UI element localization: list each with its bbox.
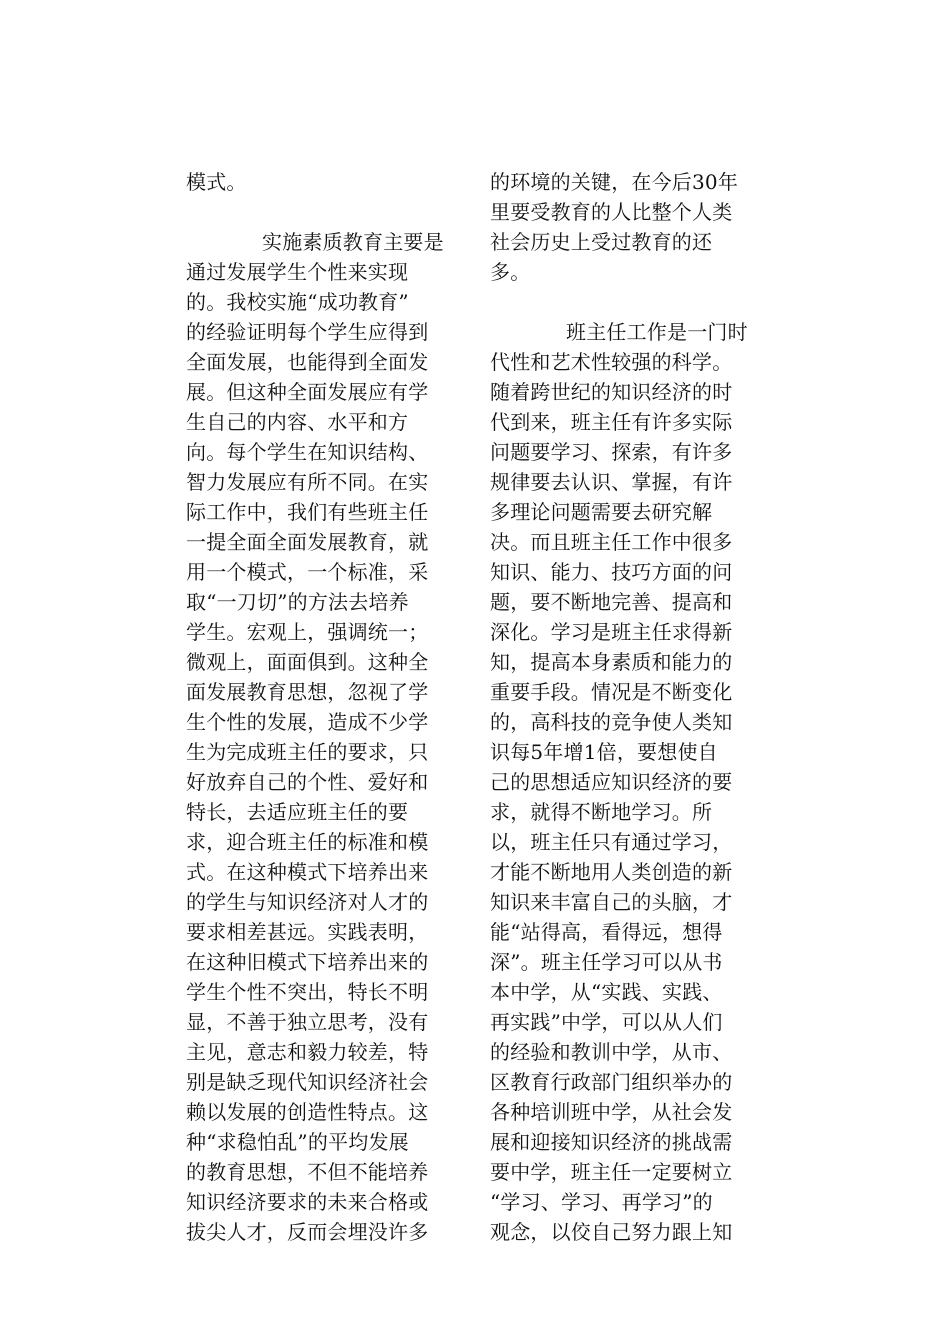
right-text-column (490, 167, 765, 1247)
text-line: 展和迎接知识经济的挑战需 (490, 1130, 733, 1154)
text-line: 的经验和教训中学，从市、 (490, 1040, 733, 1064)
text-line: 别是缺乏现代知识经济社会 (186, 1070, 429, 1094)
text-line: 求，迎合班主任的标准和模 (186, 830, 429, 854)
text-line: 代到来，班主任有许多实际 (490, 410, 733, 434)
text-line: 知识经济要求的未来合格或 (186, 1190, 429, 1214)
text-line: 微观上，面面俱到。这种全 (186, 650, 429, 674)
text-line: 里要受教育的人比整个人类 (490, 200, 733, 224)
text-line: 代性和艺术性较强的科学。 (490, 350, 733, 374)
text-line: 规律要去认识、掌握，有许 (490, 470, 733, 494)
text-line: 学生。宏观上，强调统一； (186, 620, 429, 644)
paragraph-gap (186, 197, 451, 227)
text-line: 智力发展应有所不同。在实 (186, 470, 429, 494)
text-line: “学习、学习、再学习”的 (490, 1190, 713, 1214)
text-line: 识每5年增1倍，要想使自 (490, 740, 718, 764)
text-line: 面发展教育思想，忽视了学 (186, 680, 429, 704)
text-line: 的经验证明每个学生应得到 (186, 320, 429, 344)
text-line: 能“站得高，看得远，想得 (490, 920, 723, 944)
text-line: 实施素质教育主要是 (262, 230, 444, 254)
text-line: 的学生与知识经济对人才的 (186, 890, 429, 914)
text-line: 要求相差甚远。实践表明， (186, 920, 429, 944)
left-text-column (186, 167, 451, 1247)
text-line: 主见，意志和毅力较差，特 (186, 1040, 429, 1064)
text-line: 在这种旧模式下培养出来的 (186, 950, 429, 974)
text-line: 各种培训班中学，从社会发 (490, 1100, 733, 1124)
text-line: 的教育思想，不但不能培养 (186, 1160, 429, 1184)
text-line: 本中学，从“实践、实践、 (490, 980, 723, 1004)
text-line: 重要手段。情况是不断变化 (490, 680, 733, 704)
text-line: 特长，去适应班主任的要 (186, 800, 409, 824)
text-line: 际工作中，我们有些班主任 (186, 500, 429, 524)
text-line: 社会历史上受过教育的还 (490, 230, 713, 254)
text-line: 生个性的发展，造成不少学 (186, 710, 429, 734)
text-line: 用一个模式，一个标准，采 (186, 560, 429, 584)
text-line: 班主任工作是一门时 (566, 320, 748, 344)
text-line: 知识来丰富自己的头脑，才 (490, 890, 733, 914)
text-line: 题，要不断地完善、提高和 (490, 590, 733, 614)
text-line: 观念，以佼自己努力跟上知 (490, 1220, 733, 1244)
text-line: 通过发展学生个性来实现 (186, 260, 409, 284)
text-line: 赖以发展的创造性特点。这 (186, 1100, 429, 1124)
text-line: 取“一刀切”的方法去培养 (186, 590, 409, 614)
text-line: 的。我校实施“成功教育” (186, 290, 409, 314)
text-line: 己的思想适应知识经济的要 (490, 770, 733, 794)
text-line: 要中学，班主任一定要树立 (490, 1160, 733, 1184)
text-line: 知，提高本身素质和能力的 (490, 650, 733, 674)
text-line: 展。但这种全面发展应有学 (186, 380, 429, 404)
text-line: 全面发展，也能得到全面发 (186, 350, 429, 374)
text-line: 学生个性不突出，特长不明 (186, 980, 429, 1004)
text-line: 随着跨世纪的知识经济的时 (490, 380, 733, 404)
text-line: 区教育行政部门组织举办的 (490, 1070, 733, 1094)
text-line: 向。每个学生在知识结构、 (186, 440, 429, 464)
text-line: 多。 (490, 260, 531, 284)
text-line: 种“求稳怕乱”的平均发展 (186, 1130, 409, 1154)
text-line: 决。而且班主任工作中很多 (490, 530, 733, 554)
text-line: 一提全面全面发展教育，就 (186, 530, 429, 554)
text-line: 生自己的内容、水平和方 (186, 410, 409, 434)
text-line: 多理论问题需要去研究解 (490, 500, 713, 524)
text-line: 生为完成班主任的要求，只 (186, 740, 429, 764)
paragraph-gap (490, 287, 765, 317)
text-line: 再实践”中学，可以从人们 (490, 1010, 723, 1034)
text-line: 以，班主任只有通过学习， (490, 830, 733, 854)
text-line: 好放弃自己的个性、爱好和 (186, 770, 429, 794)
text-line: 深化。学习是班主任求得新 (490, 620, 733, 644)
text-line: 问题要学习、探索，有许多 (490, 440, 733, 464)
text-line: 深”。班主任学习可以从书 (490, 950, 723, 974)
text-line: 知识、能力、技巧方面的问 (490, 560, 733, 584)
text-line: 显，不善于独立思考，没有 (186, 1010, 429, 1034)
text-line: 的，高科技的竞争使人类知 (490, 710, 733, 734)
text-line: 拔尖人才，反而会埋没许多 (186, 1220, 429, 1244)
text-line: 求，就得不断地学习。所 (490, 800, 713, 824)
text-line: 才能不断地用人类创造的新 (490, 860, 733, 884)
text-line: 模式。 (186, 170, 247, 194)
text-line: 式。在这种模式下培养出来 (186, 860, 429, 884)
text-line: 的环境的关键，在今后30年 (490, 170, 739, 194)
